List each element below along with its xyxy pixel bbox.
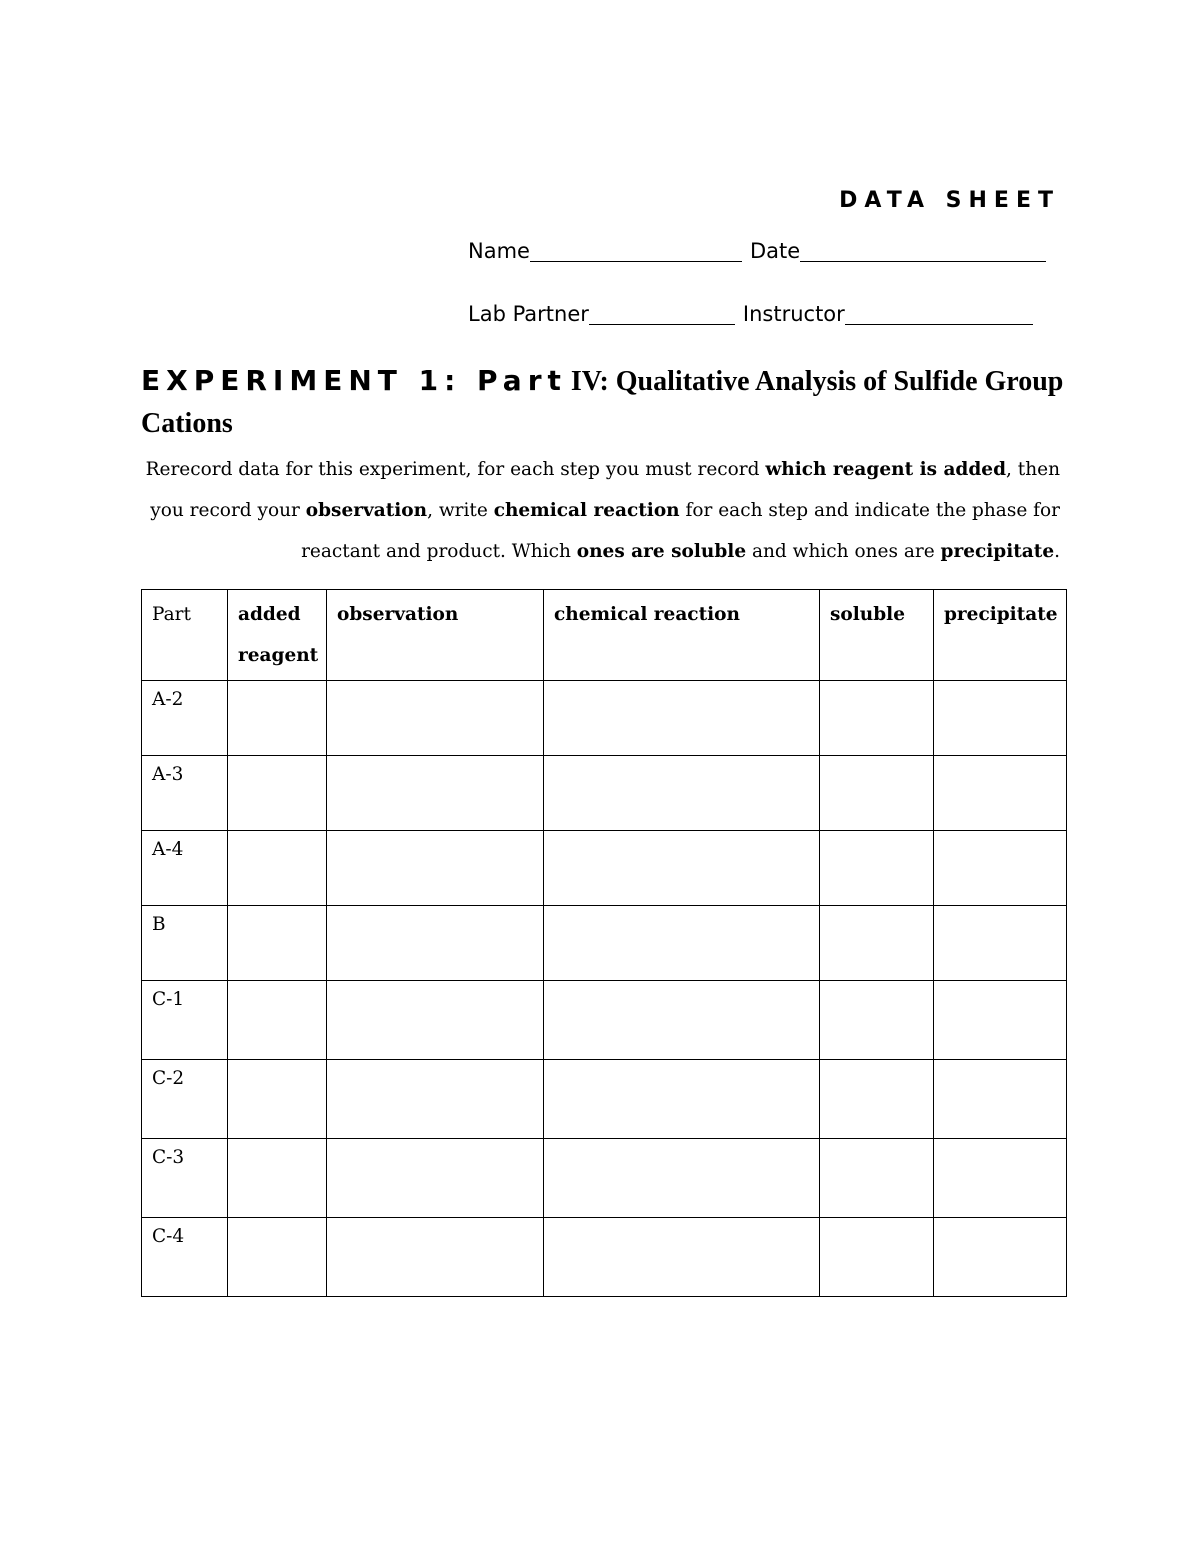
part-cell: C-3 [142, 1139, 228, 1218]
part-cell: A-2 [142, 681, 228, 756]
data-cell[interactable] [820, 831, 934, 906]
data-cell[interactable] [228, 981, 327, 1060]
instructions-bold: chemical reaction [493, 500, 680, 521]
table-row [142, 1060, 1067, 1139]
table-row [142, 831, 1067, 906]
part-cell: A-3 [142, 756, 228, 831]
part-cell: B [142, 906, 228, 981]
data-cell[interactable] [934, 1060, 1067, 1139]
data-cell[interactable] [820, 906, 934, 981]
data-cell[interactable] [228, 756, 327, 831]
data-cell[interactable] [544, 1139, 820, 1218]
column-header: Part [142, 590, 228, 681]
lab-partner-label: Lab Partner [468, 302, 589, 326]
data-cell[interactable] [228, 1218, 327, 1297]
name-label: Name [468, 239, 530, 263]
part-cell: C-2 [142, 1060, 228, 1139]
data-cell[interactable] [228, 1060, 327, 1139]
table-header-row [142, 590, 1067, 681]
table-row [142, 981, 1067, 1060]
data-cell[interactable] [934, 1139, 1067, 1218]
experiment-title-spaced: EXPERIMENT 1: Part [141, 364, 567, 397]
data-cell[interactable] [544, 906, 820, 981]
column-header: soluble [820, 590, 934, 681]
data-cell[interactable] [327, 756, 544, 831]
data-cell[interactable] [820, 981, 934, 1060]
date-label: Date [749, 239, 801, 263]
data-cell[interactable] [934, 906, 1067, 981]
data-cell[interactable] [228, 906, 327, 981]
data-cell[interactable] [327, 981, 544, 1060]
data-cell[interactable] [934, 681, 1067, 756]
instructions-text: Rerecord data for this experiment, for each step you must record [145, 459, 766, 480]
data-cell[interactable] [228, 681, 327, 756]
data-cell[interactable] [934, 981, 1067, 1060]
part-cell: C-1 [142, 981, 228, 1060]
instructions-text: and which ones are [746, 541, 941, 562]
data-cell[interactable] [820, 756, 934, 831]
table-row [142, 1218, 1067, 1297]
data-cell[interactable] [327, 831, 544, 906]
instructions-text: , then you record your [150, 459, 1060, 521]
instructions-text: . [1054, 541, 1060, 562]
data-cell[interactable] [820, 1218, 934, 1297]
partner-instructor-row [468, 301, 1060, 327]
instructor-label: Instructor [742, 302, 845, 326]
data-table [141, 589, 1067, 1297]
data-cell[interactable] [820, 1139, 934, 1218]
data-cell[interactable] [327, 1060, 544, 1139]
experiment-title [141, 362, 1071, 447]
data-cell[interactable] [934, 831, 1067, 906]
name-field[interactable] [530, 239, 742, 262]
data-cell[interactable] [934, 1218, 1067, 1297]
data-cell[interactable] [820, 1060, 934, 1139]
column-header: observation [327, 590, 544, 681]
instructions-paragraph [141, 449, 1060, 572]
data-cell[interactable] [544, 981, 820, 1060]
instructions-text: , write [427, 500, 494, 521]
column-header: added reagent [228, 590, 327, 681]
experiment-title-rest: IV: Qualitative Analysis of Sulfide Group Cations [141, 366, 1064, 439]
part-cell: A-4 [142, 831, 228, 906]
table-row [142, 756, 1067, 831]
table-row [142, 1139, 1067, 1218]
name-date-row [468, 238, 1060, 264]
data-cell[interactable] [327, 1139, 544, 1218]
instructions-text: for each step and indicate the phase for reactant and product. Which [301, 500, 1060, 562]
part-cell: C-4 [142, 1218, 228, 1297]
data-cell[interactable] [934, 756, 1067, 831]
instructions-bold: ones are soluble [576, 541, 747, 562]
instructor-field[interactable] [845, 302, 1033, 325]
column-header: precipitate [934, 590, 1067, 681]
data-cell[interactable] [544, 1218, 820, 1297]
data-cell[interactable] [544, 681, 820, 756]
column-header: chemical reaction [544, 590, 820, 681]
data-cell[interactable] [327, 681, 544, 756]
table-row [142, 681, 1067, 756]
data-cell[interactable] [228, 831, 327, 906]
lab-partner-field[interactable] [589, 302, 735, 325]
instructions-bold: which reagent is added [765, 459, 1007, 480]
data-cell[interactable] [327, 906, 544, 981]
instructions-bold: observation [305, 500, 428, 521]
data-cell[interactable] [327, 1218, 544, 1297]
data-cell[interactable] [544, 831, 820, 906]
data-cell[interactable] [820, 681, 934, 756]
data-cell[interactable] [228, 1139, 327, 1218]
table-row [142, 906, 1067, 981]
date-field[interactable] [800, 239, 1046, 262]
instructions-bold: precipitate [940, 541, 1055, 562]
sheet-title: DATA SHEET [839, 188, 1060, 213]
data-cell[interactable] [544, 1060, 820, 1139]
data-cell[interactable] [544, 756, 820, 831]
